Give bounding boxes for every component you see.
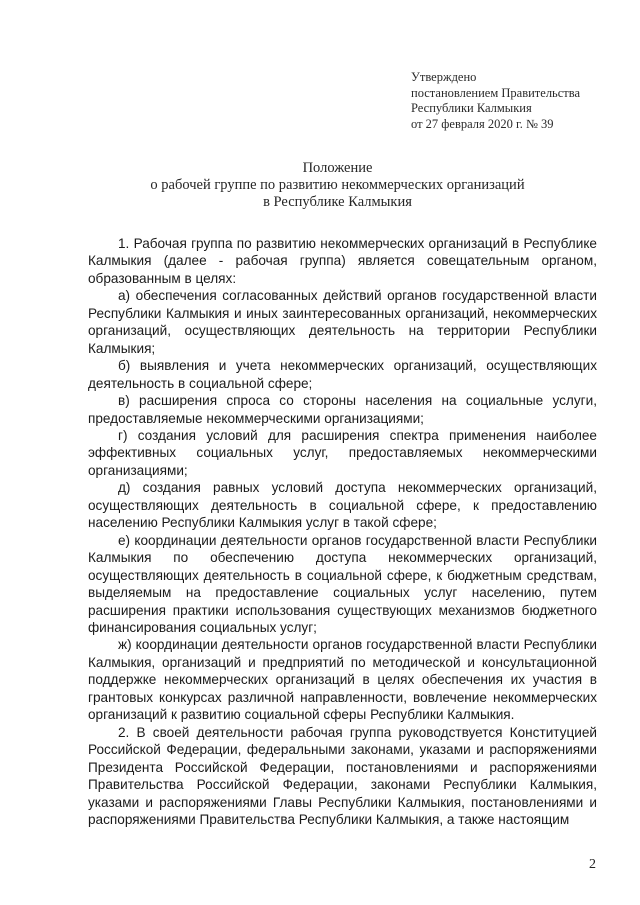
document-body: [88, 235, 597, 828]
approval-stamp: [411, 70, 580, 132]
paragraph-g: г) создания условий для расширения спектра применения наиболее эффективных социальных услуг, предоставляемых некоммерческими организациями;: [88, 427, 597, 478]
page-number: 2: [589, 857, 596, 872]
approval-line-2: постановлением Правительства: [411, 85, 581, 100]
paragraph-2: 2. В своей деятельности рабочая группа руководствуется Конституцией Российской Федерации, федеральными законами, указами и распоряжениями Президента Российской Федерации, постановлениями и распоряжениями Правительства Российской Федерации, законами Республики Калмыкия, указами и распоряжениями Главы Республики Калмыкия, постановлениями и распоряжениями Правительства Республики Калмыкия, а также настоящим: [88, 724, 597, 827]
paragraph-b: б) выявления и учета некоммерческих организаций, осуществляющих деятельность в социальной сфере;: [88, 358, 597, 391]
title-line-2: о рабочей группе по развитию некоммерческих организаций: [150, 177, 525, 193]
approval-line-1: Утверждено: [411, 70, 477, 84]
paragraph-1: 1. Рабочая группа по развитию некоммерческих организаций в Республике Калмыкия (далее - рабочая группа) является совещательным органом, образованным в целях:: [88, 236, 597, 286]
paragraph-v: в) расширения спроса со стороны населения на социальные услуги, предоставляемые некоммерческими организациями;: [88, 393, 597, 426]
approval-line-3: Республики Калмыкия: [411, 101, 532, 115]
title-line-3: в Республике Калмыкия: [263, 194, 412, 210]
paragraph-a: а) обеспечения согласованных действий органов государственной власти Республики Калмыкия и иных заинтересованных организаций, некоммерческих организаций, осуществляющих деятельность на территории Республики Калмыкия;: [88, 288, 597, 356]
paragraph-zh: ж) координации деятельности органов государственной власти Республики Калмыкия, организаций и предприятий по методической и консультационной поддержке некоммерческих организаций в целях обеспечения их участия в грантовых конкурсах различной направленности, вовлечение некоммерческих организаций к развитию социальной сферы Республики Калмыкия.: [88, 637, 597, 723]
approval-line-4: от 27 февраля 2020 г. № 39: [411, 116, 554, 131]
document-title: [60, 160, 615, 211]
title-line-1: Положение: [302, 160, 373, 176]
paragraph-d: д) создания равных условий доступа некоммерческих организаций, осуществляющих деятельность в социальной сфере, к предоставлению населению Республики Калмыкия услуг в такой сфере;: [88, 480, 597, 531]
paragraph-e: е) координации деятельности органов государственной власти Республики Калмыкия по обеспечению доступа некоммерческих организаций, осуществляющих деятельность в социальной сфере, к бюджетным средствам, выделяемым на предоставление социальных услуг населению, путем расширения практики использования существующих механизмов бюджетного финансирования социальных услуг;: [88, 532, 597, 635]
